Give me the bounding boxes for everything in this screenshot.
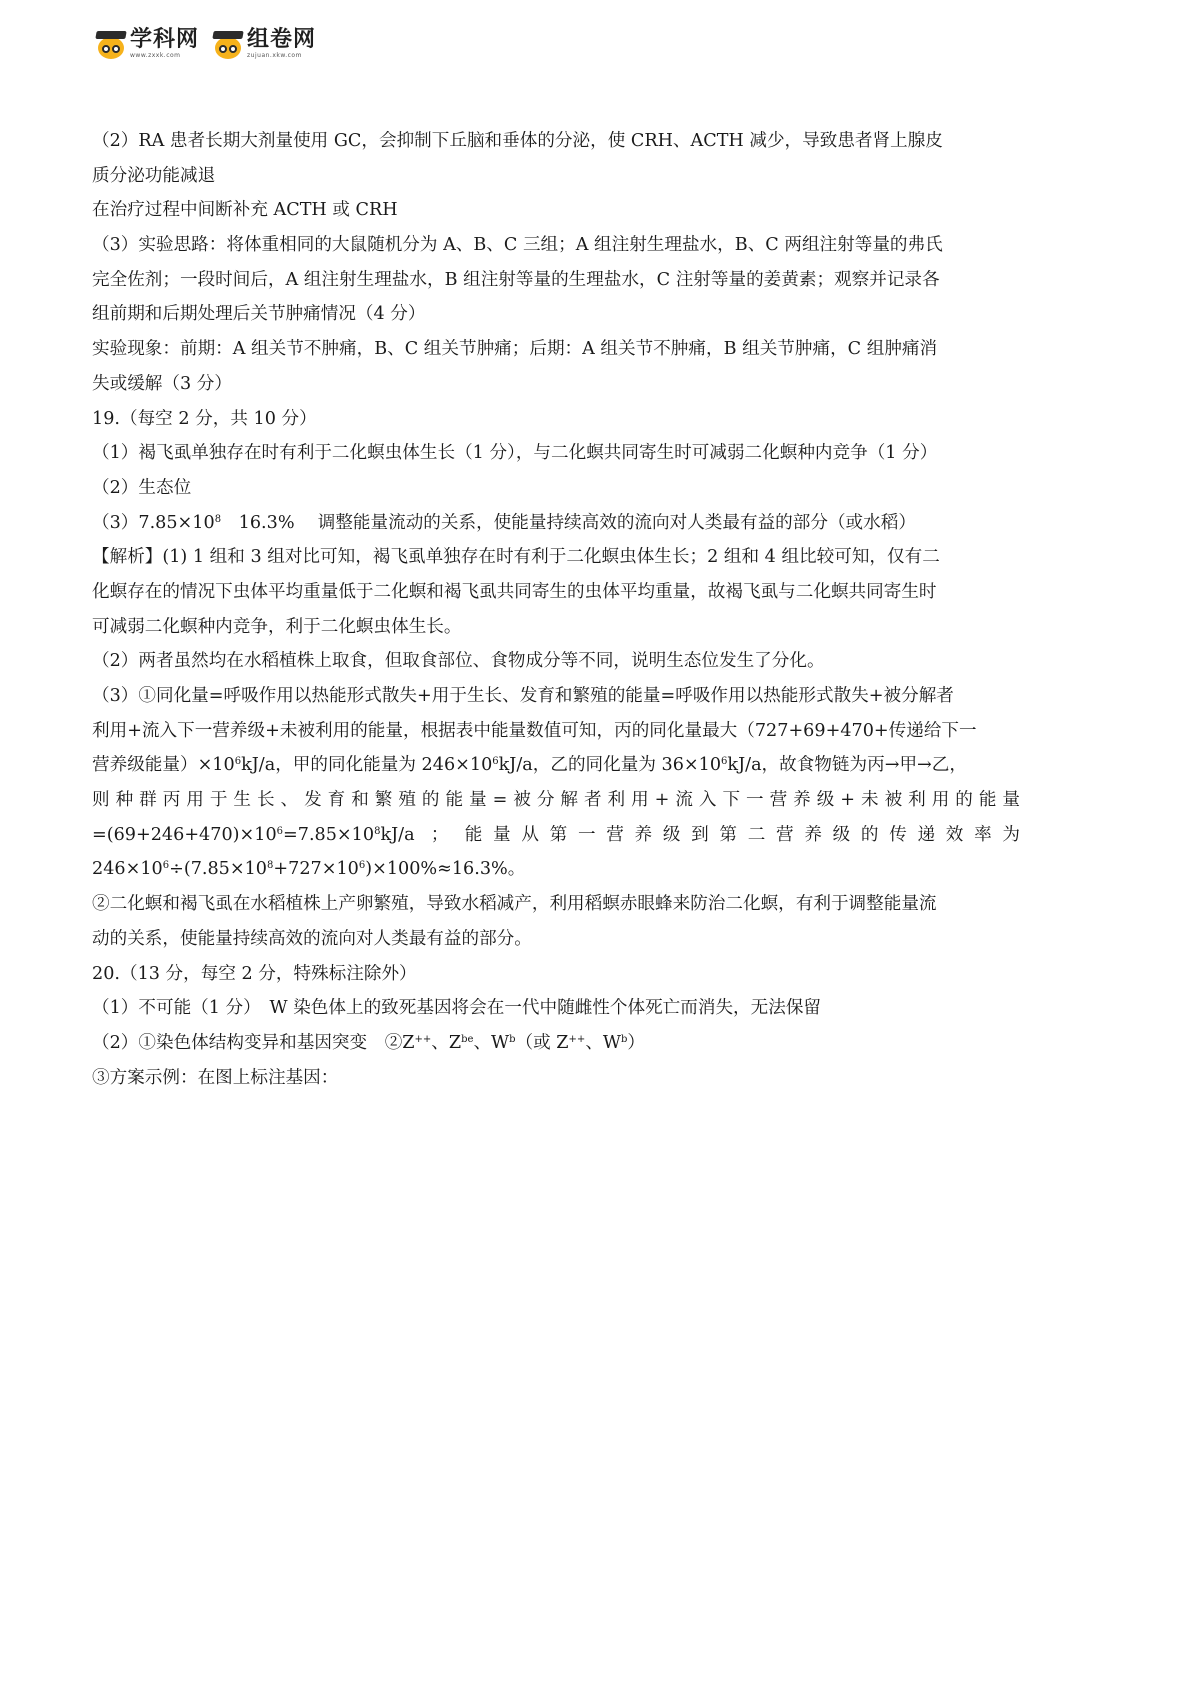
text-line: （1）褐飞虱单独存在时有利于二化螟虫体生长（1 分），与二化螟共同寄生时可减弱二化螟种内竞争（1 分） bbox=[92, 443, 938, 464]
text-line: 组前期和后期处理后关节肿痛情况（4 分） bbox=[92, 304, 426, 325]
text-line: 失或缓解（3 分） bbox=[92, 373, 232, 394]
text-line: $246\times 10^6\div(7.85\times 10^8+727\times 10^6)\times 100\%\approx 16.3\%$。 bbox=[92, 859, 526, 880]
text-line: （2）RA 患者长期大剂量使用 GC，会抑制下丘脑和垂体的分泌，使 CRH、ACTH 减少，导致患者肾上腺皮 bbox=[92, 131, 943, 151]
text-line: 质分泌功能减退 bbox=[92, 165, 216, 186]
logo-name: 学科网 bbox=[130, 27, 200, 52]
text-line: ③方案示例：在图上标注基因： bbox=[92, 1067, 339, 1088]
text-line: （3）①同化量=呼吸作用以热能形式散失+用于生长、发育和繁殖的能量=呼吸作用以热能形式散失+被分解者 bbox=[92, 686, 954, 706]
question-heading: 20.（13 分，每空 2 分，特殊标注除外） bbox=[92, 963, 417, 984]
text-line: 化螟存在的情况下虫体平均重量低于二化螟和褐飞虱共同寄生的虫体平均重量，故褐飞虱与二化螟共同寄生时 bbox=[92, 581, 937, 602]
text-line: （2）两者虽然均在水稻植株上取食，但取食部位、食物成分等不同，说明生态位发生了分化。 bbox=[92, 651, 825, 672]
text-line: $=(69+246+470)\times 10^6=7.85\times 10^8kJ/a$ ； 能量从第一营养级到第二营养级的传递效率为 bbox=[92, 824, 1020, 845]
text-line: 可减弱二化螟种内竞争，利于二化螟虫体生长。 bbox=[92, 616, 462, 637]
text-line: 营养级能量）$\times 10^6kJ/a$，甲的同化能量为 $246\times 10^6kJ/a$，乙的同化量为 $36\times 10^6kJ/a$，故食物链为丙→甲→乙， bbox=[92, 755, 967, 776]
text-line: 完全佐剂；一段时间后，A 组注射生理盐水，B 组注射等量的生理盐水，C 注射等量的姜黄素；观察并记录各 bbox=[92, 269, 940, 290]
analysis-line: 【解析】(1) 1 组和 3 组对比可知，褐飞虱单独存在时有利于二化螟虫体生长；2 组和 4 组比较可知，仅有二 bbox=[92, 547, 940, 568]
question-heading: 19.（每空 2 分，共 10 分） bbox=[92, 408, 317, 429]
logo-url: www.zxxk.com bbox=[130, 52, 181, 59]
text-line: 实验现象：前期：A 组关节不肿痛，B、C 组关节肿痛；后期：A 组关节不肿痛，B 组关节肿痛，C 组肿痛消 bbox=[92, 339, 938, 360]
text-line: 动的关系，使能量持续高效的流向对人类最有益的部分。 bbox=[92, 928, 532, 949]
text-line: （2）①染色体结构变异和基因突变 ②Z++、$Z^{be}$、$W^b$（或 Z++、$W^b$） bbox=[92, 1032, 646, 1053]
logo-url: zujuan.xkw.com bbox=[247, 52, 302, 59]
mascot-icon bbox=[213, 29, 243, 59]
answer-text bbox=[92, 124, 1020, 1095]
text-line: $(3)7.85\times 10^8$ 16.3% 调整能量流动的关系，使能量持续高效的流向对人类最有益的部分（或水稻） bbox=[92, 512, 916, 533]
text-line: （3）实验思路：将体重相同的大鼠随机分为 A、B、C 三组；A 组注射生理盐水，B、C 两组注射等量的弗氏 bbox=[92, 235, 943, 256]
mascot-icon bbox=[96, 29, 126, 59]
text-line: 则种群丙用于生长、发育和繁殖的能量=被分解者利用+流入下一营养级+未被利用的能量 bbox=[92, 790, 1020, 811]
text-line: （2）生态位 bbox=[92, 477, 192, 498]
text-line: （1）不可能（1 分） W 染色体上的致死基因将会在一代中随雌性个体死亡而消失，无法保留 bbox=[92, 998, 822, 1019]
text-line: ②二化螟和褐飞虱在水稻植株上产卵繁殖，导致水稻减产，利用稻螟赤眼蜂来防治二化螟，有利于调整能量流 bbox=[92, 894, 937, 915]
blank-figure-area bbox=[92, 1100, 1020, 1620]
xuekewang-logo[interactable] bbox=[96, 29, 199, 59]
logo-name: 组卷网 bbox=[247, 27, 317, 52]
text-line: 利用+流入下一营养级+未被利用的能量，根据表中能量数值可知，丙的同化量最大（727+69+470+传递给下一 bbox=[92, 720, 977, 741]
text-line: 在治疗过程中间断补充 ACTH 或 CRH bbox=[92, 200, 398, 221]
page-header bbox=[96, 22, 316, 66]
zujuanwang-logo[interactable] bbox=[213, 29, 316, 59]
